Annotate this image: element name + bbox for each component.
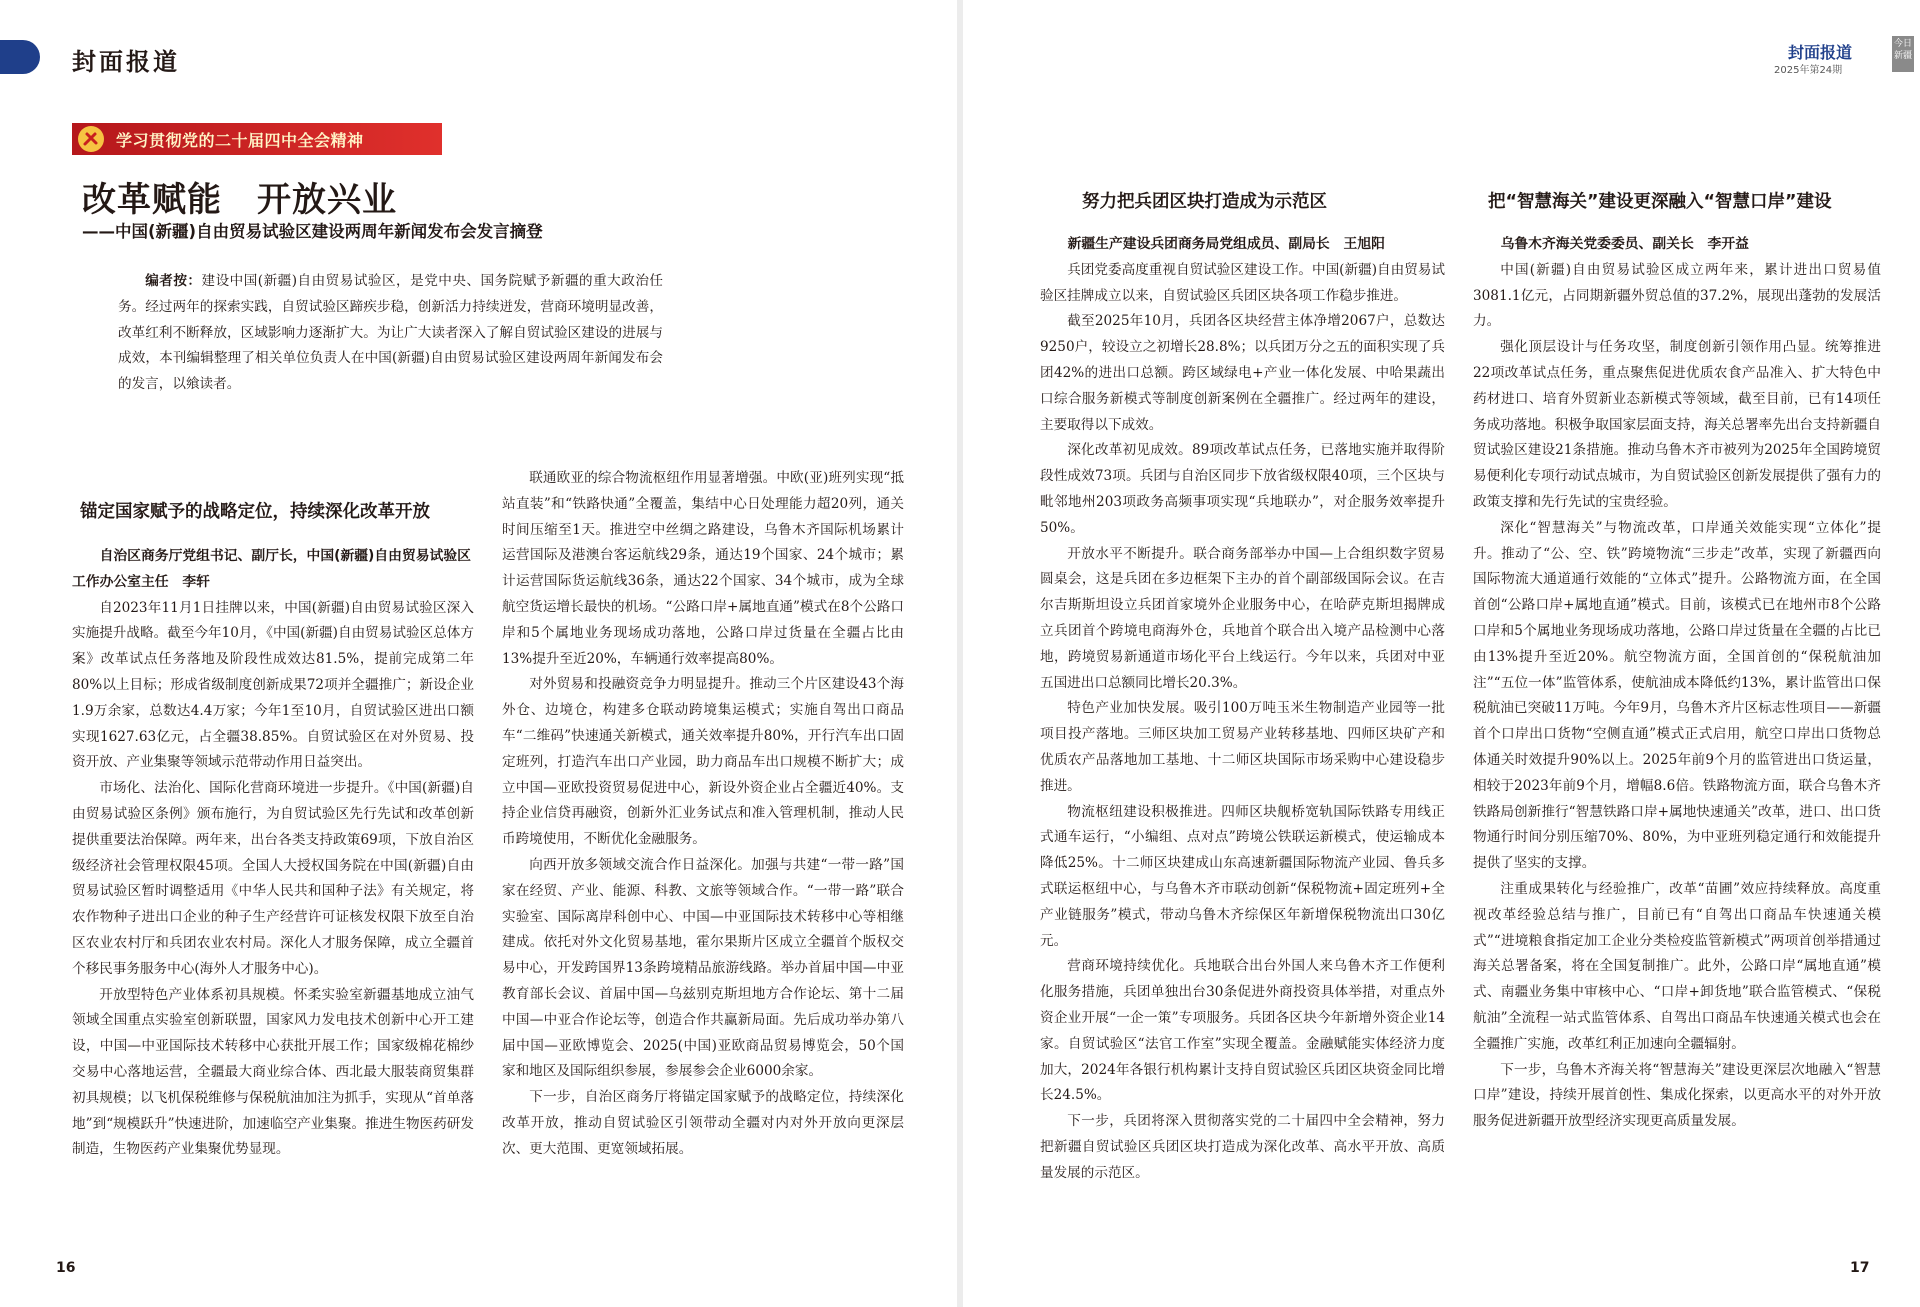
party-emblem-icon bbox=[78, 126, 104, 152]
article1-heading: 锚定国家赋予的战略定位，持续深化改革开放 bbox=[80, 502, 430, 522]
section-title: 封面报道 bbox=[72, 47, 180, 76]
article1-paragraph: 下一步，自治区商务厅将锚定国家赋予的战略定位，持续深化改革开放，推动自贸试验区引领带动全疆对内对外开放向更深层次、更大范围、更宽领域拓展。 bbox=[502, 1089, 904, 1157]
article1-column-1 bbox=[72, 544, 474, 1163]
article2-heading: 努力把兵团区块打造成为示范区 bbox=[1082, 192, 1327, 212]
article2-column bbox=[1040, 232, 1445, 1186]
article2-paragraph: 特色产业加快发展。吸引100万吨玉米生物制造产业园等一批项目投产落地。三师区块加工贸易产业转移基地、四师区块矿产和优质农产品落地加工基地、十二师区块国际市场采购中心建设稳步推进。 bbox=[1040, 700, 1445, 794]
page-number-right: 17 bbox=[1850, 1260, 1870, 1276]
article1-paragraph: 自2023年11月1日挂牌以来，中国(新疆)自由贸易试验区深入实施提升战略。截至今年10月，《中国(新疆)自由贸易试验区总体方案》改革试点任务落地及阶段性成效达81.5%，提前完成第二年80%以上目标；形成省级制度创新成果72项并全疆推广；新设企业1.9万余家，总数达4.4万家；今年1至10月，自贸试验区进出口额实现1627.63亿元，占全疆38.85%。自贸试验区在对外贸易、投资开放、产业集聚等领域示范带动作用日益突出。 bbox=[72, 599, 474, 771]
article1-paragraph: 向西开放多领域交流合作日益深化。加强与共建“一带一路”国家在经贸、产业、能源、科教、文旅等领域合作。“一带一路”联合实验室、国际离岸科创中心、中国—中亚国际技术转移中心等相继建成。依托对外文化贸易基地，霍尔果斯片区成立全疆首个版权交易中心，开发跨国界13条跨境精品旅游线路。举办首届中国—中亚教育部长会议、首届中国—乌兹别克斯坦地方合作论坛、第十二届中国—中亚合作论坛等，创造合作共赢新局面。先后成功举办第八届中国—亚欧博览会、2025(中国)亚欧商品贸易博览会，50个国家和地区及国际组织参展，参展参会企业6000余家。 bbox=[502, 856, 904, 1080]
article1-column-2 bbox=[502, 466, 904, 1163]
article2-paragraph: 开放水平不断提升。联合商务部举办中国—上合组织数字贸易圆桌会，这是兵团在多边框架下主办的首个副部级国际会议。在吉尔吉斯斯坦设立兵团首家境外企业服务中心，在哈萨克斯坦揭牌成立兵团首个跨境电商海外仓，兵地首个联合出入境产品检测中心落地，跨境贸易新通道市场化平台上线运行。今年以来，兵团对中亚五国进出口总额同比增长20.3%。 bbox=[1040, 545, 1445, 691]
issue-label: 2025年第24期 bbox=[1774, 65, 1843, 76]
article3-paragraph: 注重成果转化与经验推广，改革“苗圃”效应持续释放。高度重视改革经验总结与推广，目前已有“自驾出口商品车快速通关模式”“进境粮食指定加工企业分类检疫监管新模式”两项首创举措通过海关总署备案，将在全国复制推广。此外，公路口岸“属地直通”模式、南疆业务集中审核中心、“口岸+卸货地”联合监管模式、“保税航油”全流程一站式监管体系、自驾出口商品车快速通关模式也会在全疆推广实施，改革红利正加速向全疆辐射。 bbox=[1473, 880, 1881, 1052]
corner-mark: 今日新疆 bbox=[1892, 36, 1914, 72]
editor-note bbox=[118, 269, 663, 398]
article2-byline: 新疆生产建设兵团商务局党组成员、副局长 王旭阳 bbox=[1067, 236, 1385, 252]
page-number-left: 16 bbox=[56, 1260, 76, 1276]
article2-paragraph: 截至2025年10月，兵团各区块经营主体净增2067户，总数达9250户，较设立之初增长28.8%；以兵团万分之五的面积实现了兵团42%的进出口总额。跨区域绿电+产业一体化发展、中哈果蔬出口综合服务新模式等制度创新案例在全疆推广。经过两年的建设，主要取得以下成效。 bbox=[1040, 313, 1445, 433]
article2-paragraph: 下一步，兵团将深入贯彻落实党的二十届四中全会精神，努力把新疆自贸试验区兵团区块打造成为深化改革、高水平开放、高质量发展的示范区。 bbox=[1040, 1113, 1445, 1181]
article3-paragraph: 强化顶层设计与任务攻坚，制度创新引领作用凸显。统筹推进22项改革试点任务，重点聚焦促进优质农食产品准入、扩大特色中药材进口、培育外贸新业态新模式等领域，截至目前，已有14项任务成功落地。积极争取国家层面支持，海关总署率先出台支持新疆自贸试验区建设21条措施。推动乌鲁木齐市被列为2025年全国跨境贸易便利化专项行动试点城市，为自贸试验区创新发展提供了强有力的政策支撑和先行先试的宝贵经验。 bbox=[1473, 339, 1881, 510]
article1-paragraph: 联通欧亚的综合物流枢纽作用显著增强。中欧(亚)班列实现“抵站直装”和“铁路快通”全覆盖，集结中心日处理能力超20列，通关时间压缩至1天。推进空中丝绸之路建设，乌鲁木齐国际机场累计运营国际及港澳台客运航线29条，通达19个国家、24个城市；累计运营国际货运航线36条，通达22个国家、34个城市，成为全球航空货运增长最快的机场。“公路口岸+属地直通”模式在8个公路口岸和5个属地业务现场成功落地，公路口岸过货量在全疆占比由13%提升至近20%，车辆通行效率提高80%。 bbox=[502, 470, 904, 667]
section-tab-marker bbox=[0, 40, 40, 74]
article2-paragraph: 营商环境持续优化。兵地联合出台外国人来乌鲁木齐工作便利化服务措施，兵团单独出台30条促进外商投资具体举措，对重点外资企业开展“一企一策”专项服务。兵团各区块今年新增外资企业14家。自贸试验区“法官工作室”实现全覆盖。金融赋能实体经济力度加大，2024年各银行机构累计支持自贸试验区兵团区块资金同比增长24.5%。 bbox=[1040, 958, 1445, 1104]
article1-paragraph: 开放型特色产业体系初具规模。怀柔实验室新疆基地成立油气领域全国重点实验室创新联盟，国家风力发电技术创新中心开工建设，中国—中亚国际技术转移中心获批开展工作；国家级棉花棉纱交易中心落地运营，全疆最大商业综合体、西北最大服装商贸集群初具规模；以飞机保税维修与保税航油加注为抓手，实现从“首单落地”到“规模跃升”快速进阶，加速临空产业集聚。推进生物医药研发制造，生物医药产业集聚优势显现。 bbox=[72, 986, 474, 1158]
article2-paragraph: 兵团党委高度重视自贸试验区建设工作。中国(新疆)自由贸易试验区挂牌成立以来，自贸试验区兵团区块各项工作稳步推进。 bbox=[1040, 261, 1445, 304]
theme-banner bbox=[72, 123, 442, 155]
article1-byline: 自治区商务厅党组书记、副厅长，中国(新疆)自由贸易试验区工作办公室主任 李轩 bbox=[72, 548, 471, 590]
article3-byline: 乌鲁木齐海关党委委员、副关长 李开益 bbox=[1500, 236, 1749, 252]
article1-paragraph: 对外贸易和投融资竞争力明显提升。推动三个片区建设43个海外仓、边境仓，构建多仓联动跨境集运模式；实施自驾出口商品车“二维码”快速通关新模式，通关效率提升80%，开行汽车出口固定班列，打造汽车出口产业园，助力商品车出口规模不断扩大；成立中国—亚欧投资贸易促进中心，新设外资企业占全疆近40%。支持企业信贷再融资，创新外汇业务试点和准入管理机制，推动人民币跨境使用，不断优化金融服务。 bbox=[502, 676, 904, 848]
banner-text: 学习贯彻党的二十届四中全会精神 bbox=[116, 130, 364, 150]
main-title: 改革赋能 开放兴业 bbox=[82, 180, 397, 220]
article3-column bbox=[1473, 232, 1881, 1135]
article3-heading: 把“智慧海关”建设更深融入“智慧口岸”建设 bbox=[1488, 192, 1832, 212]
editor-note-label: 编者按： bbox=[145, 273, 202, 289]
page-spine bbox=[957, 0, 963, 1307]
masthead: 封面报道 bbox=[1788, 43, 1853, 62]
article3-paragraph: 深化“智慧海关”与物流改革，口岸通关效能实现“立体化”提升。推动了“公、空、铁”跨境物流“三步走”改革，实现了新疆西向国际物流大通道通行效能的“立体式”提升。公路物流方面，在全国首创“公路口岸+属地直通”模式。目前，该模式已在地州市8个公路口岸和5个属地业务现场成功落地，公路口岸过货量在全疆的占比已由13%提升至近20%。航空物流方面，全国首创的“保税航油加注”“五位一体”监管体系，使航油成本降低约13%，累计监管出口保税航油已突破11万吨。今年9月，乌鲁木齐片区标志性项目——新疆首个口岸出口货物“空侧直通”模式正式启用，航空口岸出口货物总体通关时效提升90%以上。2025年前9个月的监管进出口货运量，相较于2023年前9个月，增幅8.6倍。铁路物流方面，联合乌鲁木齐铁路局创新推行“智慧铁路口岸+属地快速通关”改革，进口、出口货物通行时间分别压缩70%、80%，为中亚班列稳定通行和效能提升提供了坚实的支撑。 bbox=[1473, 519, 1881, 872]
main-subtitle: ——中国(新疆)自由贸易试验区建设两周年新闻发布会发言摘登 bbox=[82, 222, 543, 241]
editor-note-text: 建设中国(新疆)自由贸易试验区，是党中央、国务院赋予新疆的重大政治任务。经过两年的探索实践，自贸试验区蹄疾步稳，创新活力持续迸发，营商环境明显改善，改革红利不断释放，区域影响力逐渐扩大。为让广大读者深入了解自贸试验区建设的进展与成效，本刊编辑整理了相关单位负责人在中国(新疆)自由贸易试验区建设两周年新闻发布会的发言，以飨读者。 bbox=[118, 273, 664, 393]
article3-paragraph: 中国(新疆)自由贸易试验区成立两年来，累计进出口贸易值3081.1亿元，占同期新疆外贸总值的37.2%，展现出蓬勃的发展活力。 bbox=[1473, 261, 1881, 330]
article2-paragraph: 物流枢纽建设积极推进。四师区块舰桥宽轨国际铁路专用线正式通车运行，“小编组、点对点”跨境公铁联运新模式，使运输成本降低25%。十二师区块建成山东高速新疆国际物流产业园、鲁兵多式联运枢纽中心，与乌鲁木齐市联动创新“保税物流+固定班列+全产业链服务”模式，带动乌鲁木齐综保区年新增保税物流出口30亿元。 bbox=[1040, 803, 1445, 949]
article3-paragraph: 下一步，乌鲁木齐海关将“智慧海关”建设更深层次地融入“智慧口岸”建设，持续开展首创性、集成化探索，以更高水平的对外开放服务促进新疆开放型经济实现更高质量发展。 bbox=[1473, 1061, 1881, 1130]
article2-paragraph: 深化改革初见成效。89项改革试点任务，已落地实施并取得阶段性成效73项。兵团与自治区同步下放省级权限40项，三个区块与毗邻地州203项政务高频事项实现“兵地联办”，对企服务效率提升50%。 bbox=[1040, 442, 1445, 536]
article1-paragraph: 市场化、法治化、国际化营商环境进一步提升。《中国(新疆)自由贸易试验区条例》颁布施行，为自贸试验区先行先试和改革创新提供重要法治保障。两年来，出台各类支持政策69项，下放自治区级经济社会管理权限45项。全国人大授权国务院在中国(新疆)自由贸易试验区暂时调整适用《中华人民共和国种子法》有关规定，将农作物种子进出口企业的种子生产经营许可证核发权限下放至自治区农业农村厅和兵团农业农村局。深化人才服务保障，成立全疆首个移民事务服务中心(海外人才服务中心)。 bbox=[72, 780, 474, 977]
